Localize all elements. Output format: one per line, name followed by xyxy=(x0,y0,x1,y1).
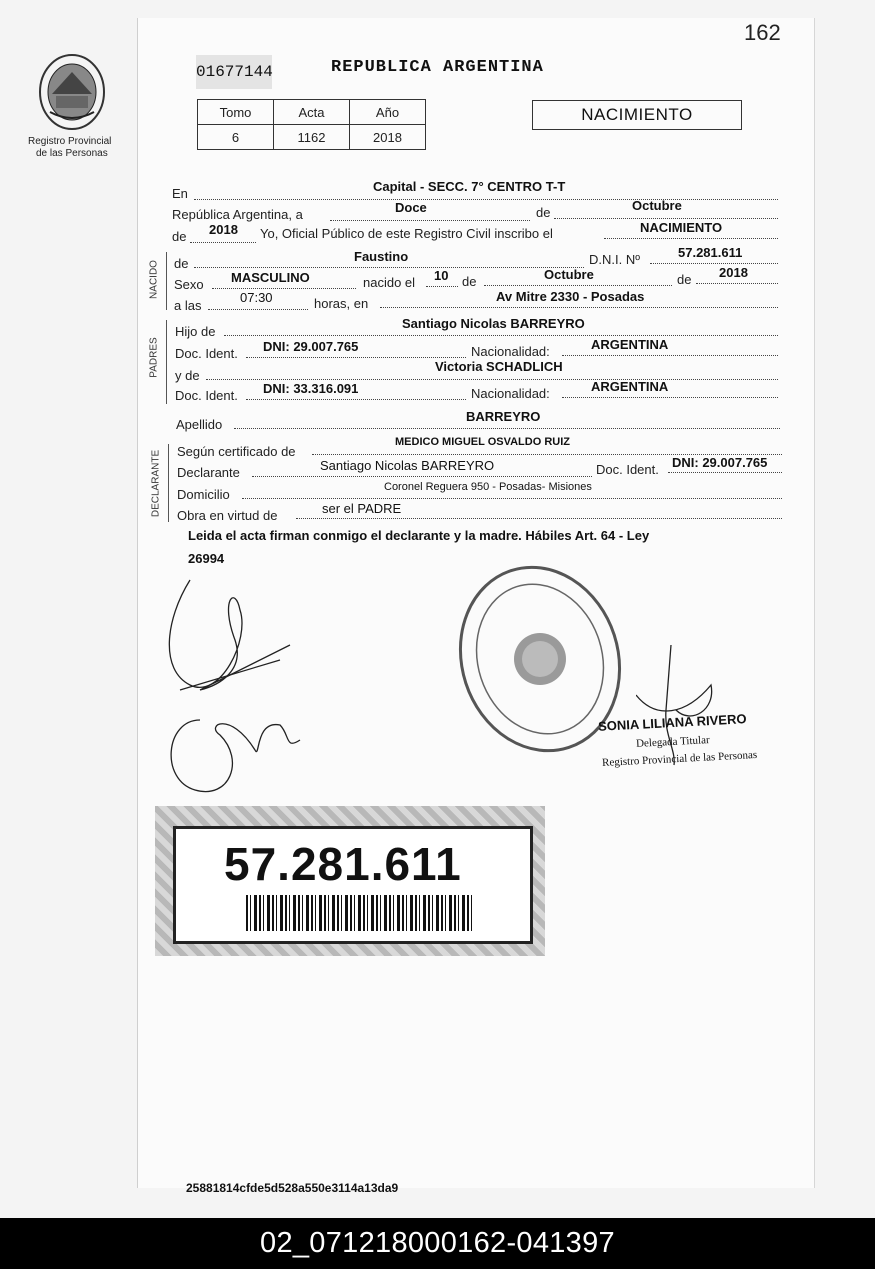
label-declarante: Declarante xyxy=(177,465,240,480)
value-declarant: Santiago Nicolas BARREYRO xyxy=(320,458,495,473)
barcode-sticker xyxy=(155,806,545,956)
line-father xyxy=(224,335,778,336)
line-year xyxy=(190,242,256,243)
serial-number: 01677144 xyxy=(196,55,272,89)
value-time: 07:30 xyxy=(240,290,273,305)
anio-value: 2018 xyxy=(350,125,426,150)
document-hash: 25881814cfde5d528a550e3114a13da9 xyxy=(186,1181,399,1195)
label-de-month: de xyxy=(536,205,551,220)
page-number: 162 xyxy=(744,20,781,45)
officer-title: Delegada Titular xyxy=(635,734,710,750)
province-coat-of-arms-icon xyxy=(36,52,108,134)
line-surname xyxy=(234,428,780,429)
label-de-year: de xyxy=(172,229,187,244)
label-oficial: Yo, Oficial Público de este Registro Civil inscribo el xyxy=(260,226,553,241)
value-month: Octubre xyxy=(632,198,682,213)
label-de-name: de xyxy=(174,256,189,271)
value-year: 2018 xyxy=(209,222,238,237)
line-by-virtue xyxy=(296,518,782,519)
value-father-nat: ARGENTINA xyxy=(591,337,669,352)
declarante-bracket xyxy=(168,444,169,522)
label-hijo-de: Hijo de xyxy=(175,324,216,339)
label-y-de: y de xyxy=(175,368,200,383)
label-en: En xyxy=(172,186,188,201)
label-horas-en: horas, en xyxy=(314,296,369,311)
value-birth-day: 10 xyxy=(434,268,449,283)
nacido-bracket xyxy=(166,252,167,310)
org-line-1: Registro Provincial xyxy=(28,136,112,147)
value-location: Capital - SECC. 7° CENTRO T-T xyxy=(373,179,566,194)
line-en xyxy=(194,199,778,200)
label-dni: D.N.I. Nº xyxy=(589,252,640,267)
line-name xyxy=(194,267,584,268)
label-sexo: Sexo xyxy=(174,277,204,292)
line-time xyxy=(208,309,308,310)
section-padres: PADRES xyxy=(148,337,160,378)
label-nacido-el: nacido el xyxy=(363,275,416,290)
barcode-label xyxy=(173,826,533,944)
value-declarant-doc: DNI: 29.007.765 xyxy=(672,455,768,470)
closing-text-line-1: Leida el acta firman conmigo el declarante y la madre. Hábiles Art. 64 - Ley xyxy=(188,528,650,543)
value-birth-year: 2018 xyxy=(719,265,748,280)
line-mother-doc xyxy=(246,399,466,400)
tomo-value: 6 xyxy=(198,125,274,150)
acta-value: 1162 xyxy=(274,125,350,150)
value-birth-month: Octubre xyxy=(544,267,594,282)
value-surname: BARREYRO xyxy=(466,409,541,424)
barcode-bars xyxy=(246,895,472,931)
line-mother xyxy=(206,379,778,380)
line-birth-month xyxy=(484,285,672,286)
value-by-virtue: ser el PADRE xyxy=(322,501,402,516)
line-declarant-doc xyxy=(668,472,782,473)
line-month xyxy=(554,218,778,219)
barcode-number: 57.281.611 xyxy=(224,838,462,890)
label-nacionalidad-2: Nacionalidad: xyxy=(471,386,550,401)
value-dni: 57.281.611 xyxy=(678,245,743,260)
label-doc-ident-1: Doc. Ident. xyxy=(175,346,238,361)
file-id-banner: 02_071218000162-041397 xyxy=(0,1218,875,1269)
label-republica: República Argentina, a xyxy=(172,207,303,222)
declarant-signature xyxy=(160,560,330,800)
value-place: Av Mitre 2330 - Posadas xyxy=(496,289,645,304)
value-mother: Victoria SCHADLICH xyxy=(435,359,563,374)
value-father-doc: DNI: 29.007.765 xyxy=(263,339,359,354)
label-de2: de xyxy=(462,274,477,289)
act-type-box: NACIMIENTO xyxy=(532,100,742,130)
value-event: NACIMIENTO xyxy=(640,220,723,235)
label-apellido: Apellido xyxy=(176,417,223,432)
value-father: Santiago Nicolas BARREYRO xyxy=(402,316,585,331)
closing-text-line-2: 26994 xyxy=(188,551,225,566)
line-mother-nat xyxy=(562,397,778,398)
country-title: REPUBLICA ARGENTINA xyxy=(331,58,544,77)
line-event xyxy=(604,238,778,239)
officer-office: Registro Provincial de las Personas xyxy=(601,748,758,770)
line-father-nat xyxy=(562,355,778,356)
line-father-doc xyxy=(246,357,466,358)
label-de3: de xyxy=(677,272,692,287)
value-mother-doc: DNI: 33.316.091 xyxy=(263,381,359,396)
line-birth-day xyxy=(426,286,458,287)
value-sex: MASCULINO xyxy=(231,270,310,285)
padres-bracket xyxy=(166,320,167,404)
value-day: Doce xyxy=(395,200,427,215)
label-nacionalidad-1: Nacionalidad: xyxy=(471,344,550,359)
line-declarant xyxy=(252,476,592,477)
value-certificate: MEDICO MIGUEL OSVALDO RUIZ xyxy=(395,436,570,448)
label-a-las: a las xyxy=(174,298,202,313)
line-birth-year xyxy=(696,283,778,284)
label-doc-ident-3: Doc. Ident. xyxy=(596,462,659,477)
value-address: Coronel Reguera 950 - Posadas- Misiones xyxy=(384,481,592,493)
section-nacido: NACIDO xyxy=(148,260,160,299)
acta-header: Acta xyxy=(274,100,350,125)
tomo-header: Tomo xyxy=(198,100,274,125)
label-domicilio: Domicilio xyxy=(177,487,230,502)
org-line-2: de las Personas xyxy=(36,148,108,159)
line-address xyxy=(242,498,782,499)
value-mother-nat: ARGENTINA xyxy=(591,379,669,394)
record-table xyxy=(197,99,426,150)
section-declarante: DECLARANTE xyxy=(150,449,162,518)
value-name: Faustino xyxy=(354,249,409,264)
label-segun: Según certificado de xyxy=(177,444,296,459)
line-day xyxy=(330,220,530,221)
label-doc-ident-2: Doc. Ident. xyxy=(175,388,238,403)
officer-name: SONIA LILIANA RIVERO xyxy=(597,711,747,734)
line-place xyxy=(380,307,778,308)
line-sex xyxy=(212,288,356,289)
anio-header: Año xyxy=(350,100,426,125)
line-dni xyxy=(650,263,778,264)
label-obra: Obra en virtud de xyxy=(177,508,278,523)
